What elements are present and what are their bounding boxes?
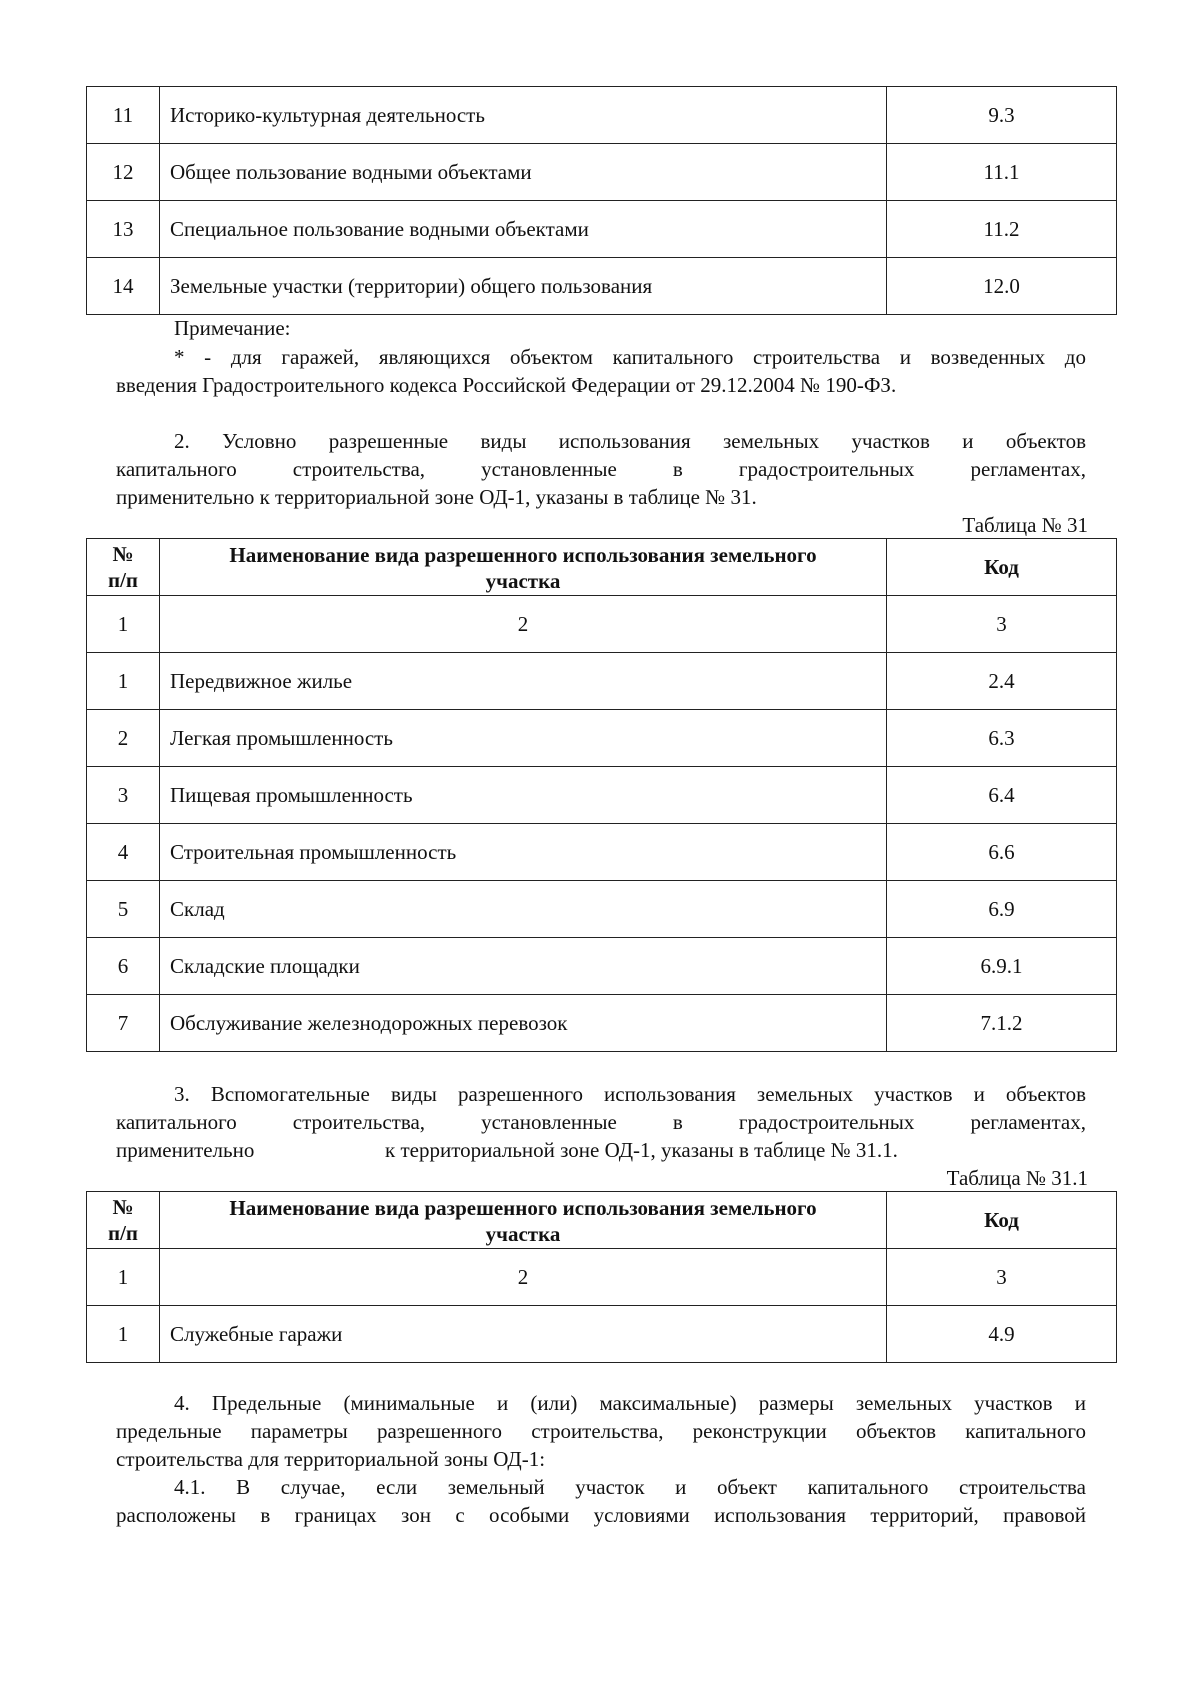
table-caption: Таблица № 31.1 (946, 1166, 1088, 1190)
row-code: 6.4 (887, 767, 1117, 824)
row-name: Служебные гаражи (160, 1306, 887, 1363)
row-name: Строительная промышленность (160, 824, 887, 881)
row-code: 11.1 (887, 144, 1117, 201)
header-num (87, 539, 160, 596)
header-num-top: № (112, 542, 134, 566)
section4-line: 4.1. В случае, если земельный участок и объект капитального строительства (174, 1475, 1086, 1499)
row-number: 3 (87, 767, 160, 824)
section2-line: применительно к территориальной зоне ОД-1, указаны в таблице № 31. (116, 485, 757, 509)
row-name: Пищевая промышленность (160, 767, 887, 824)
row-code: 4.9 (887, 1306, 1117, 1363)
row-code: 6.6 (887, 824, 1117, 881)
table-row (87, 201, 1117, 258)
header-name (160, 1192, 887, 1249)
table-continuation (86, 86, 1117, 315)
row-name: Общее пользование водными объектами (160, 144, 887, 201)
table-row (87, 144, 1117, 201)
row-code: 2.4 (887, 653, 1117, 710)
row-number: 5 (87, 881, 160, 938)
row-number: 6 (87, 938, 160, 995)
index-cell: 2 (160, 596, 887, 653)
header-name (160, 539, 887, 596)
section3-line-start: применительно (116, 1138, 255, 1162)
table-header-row (87, 539, 1117, 596)
row-code: 7.1.2 (887, 995, 1117, 1052)
index-cell: 3 (887, 596, 1117, 653)
row-number: 14 (87, 258, 160, 315)
section3-line-end: к территориальной зоне ОД-1, указаны в таблице № 31.1. (385, 1138, 898, 1162)
row-number: 13 (87, 201, 160, 258)
row-name: Складские площадки (160, 938, 887, 995)
row-code: 6.9.1 (887, 938, 1117, 995)
row-name: Передвижное жилье (160, 653, 887, 710)
table-31 (86, 538, 1117, 1052)
row-number: 4 (87, 824, 160, 881)
table-row (87, 995, 1117, 1052)
row-number: 7 (87, 995, 160, 1052)
header-name-line: участка (485, 569, 561, 593)
table-header-row (87, 1192, 1117, 1249)
section3-line: 3. Вспомогательные виды разрешенного использования земельных участков и объектов (174, 1082, 1086, 1106)
table-row (87, 87, 1117, 144)
table-index-row (87, 596, 1117, 653)
row-code: 6.3 (887, 710, 1117, 767)
header-num-bottom: п/п (107, 568, 139, 592)
header-num-bottom: п/п (107, 1221, 139, 1245)
row-name: Легкая промышленность (160, 710, 887, 767)
row-code: 6.9 (887, 881, 1117, 938)
table-31-1 (86, 1191, 1117, 1363)
row-name: Обслуживание железнодорожных перевозок (160, 995, 887, 1052)
header-name-line: Наименование вида разрешенного использования земельного (229, 1196, 817, 1220)
header-num-top: № (112, 1195, 134, 1219)
table-row (87, 938, 1117, 995)
section4-line: расположены в границах зон с особыми условиями использования территорий, правовой (116, 1503, 1086, 1527)
row-name: Склад (160, 881, 887, 938)
row-name: Земельные участки (территории) общего пользования (160, 258, 887, 315)
section3-line: капитального строительства, установленные в градостроительных регламентах, (116, 1110, 1086, 1134)
header-code: Код (887, 539, 1117, 596)
index-cell: 3 (887, 1249, 1117, 1306)
note-line: * - для гаражей, являющихся объектом капитального строительства и возведенных до (174, 345, 1086, 369)
table-row (87, 710, 1117, 767)
header-name-line: участка (485, 1222, 561, 1246)
table-row (87, 767, 1117, 824)
row-name: Специальное пользование водными объектами (160, 201, 887, 258)
table-index-row (87, 1249, 1117, 1306)
row-number: 1 (87, 653, 160, 710)
index-cell: 2 (160, 1249, 887, 1306)
section2-line: 2. Условно разрешенные виды использования земельных участков и объектов (174, 429, 1086, 453)
header-code: Код (887, 1192, 1117, 1249)
index-cell: 1 (87, 1249, 160, 1306)
table-row (87, 824, 1117, 881)
row-code: 9.3 (887, 87, 1117, 144)
row-number: 12 (87, 144, 160, 201)
table-row (87, 1306, 1117, 1363)
table-row (87, 653, 1117, 710)
note-title: Примечание: (174, 316, 291, 340)
header-num (87, 1192, 160, 1249)
row-name: Историко-культурная деятельность (160, 87, 887, 144)
note-line: введения Градостроительного кодекса Российской Федерации от 29.12.2004 № 190-ФЗ. (116, 373, 897, 397)
section4-line: 4. Предельные (минимальные и (или) максимальные) размеры земельных участков и (174, 1391, 1086, 1415)
row-number: 11 (87, 87, 160, 144)
section4-line: предельные параметры разрешенного строительства, реконструкции объектов капитального (116, 1419, 1086, 1443)
row-number: 2 (87, 710, 160, 767)
row-number: 1 (87, 1306, 160, 1363)
row-code: 12.0 (887, 258, 1117, 315)
row-code: 11.2 (887, 201, 1117, 258)
section2-line: капитального строительства, установленные в градостроительных регламентах, (116, 457, 1086, 481)
table-row (87, 881, 1117, 938)
section4-line: строительства для территориальной зоны ОД-1: (116, 1447, 546, 1471)
table-caption: Таблица № 31 (962, 513, 1088, 537)
table-row (87, 258, 1117, 315)
index-cell: 1 (87, 596, 160, 653)
header-name-line: Наименование вида разрешенного использования земельного (229, 543, 817, 567)
